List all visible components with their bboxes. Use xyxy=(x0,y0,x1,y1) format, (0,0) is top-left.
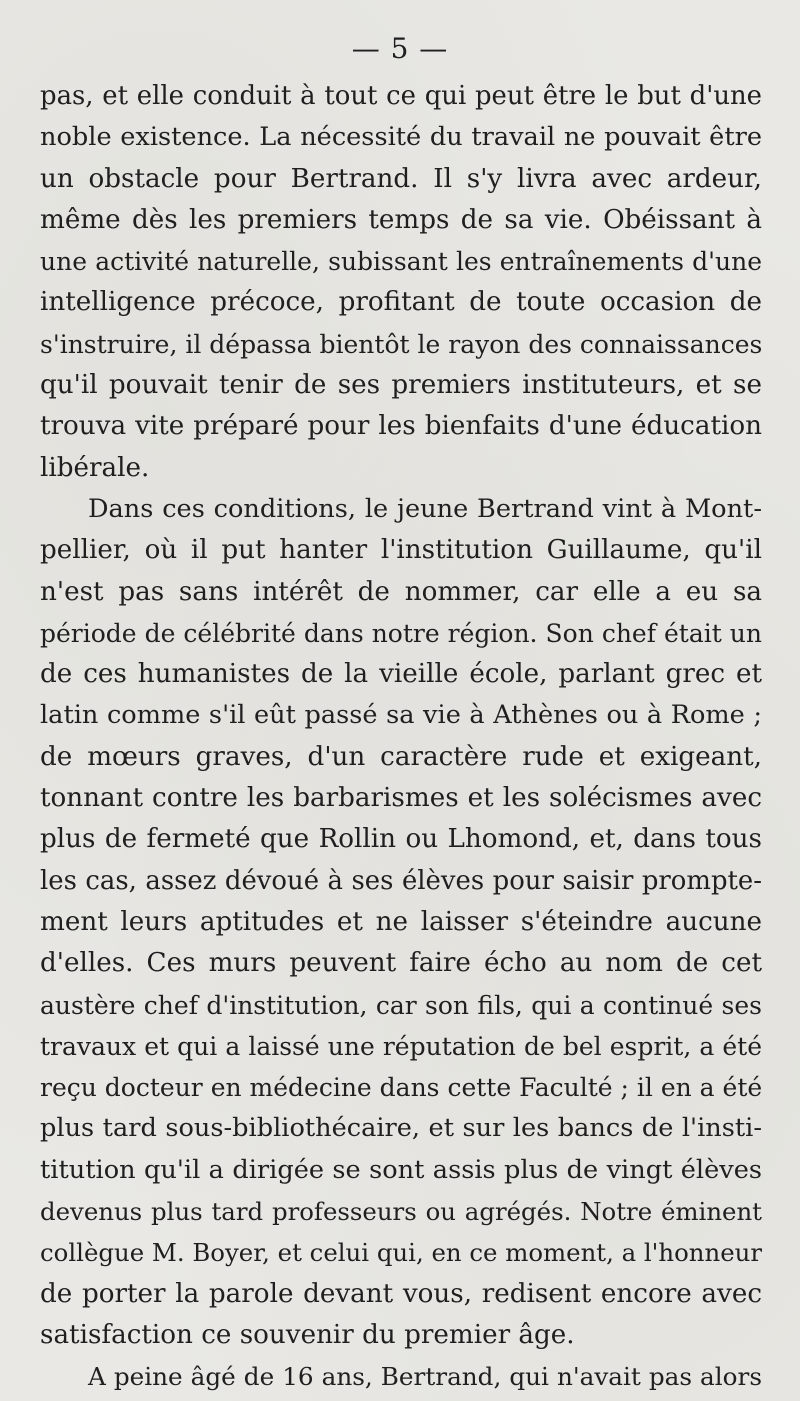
text-line: d'elles. Ces murs peuvent faire écho au nom de cet xyxy=(40,948,762,979)
text-line: de porter la parole devant vous, redisent encore avec xyxy=(40,1278,762,1309)
text-line: de ces humanistes de la vieille école, parlant grec et xyxy=(40,659,762,690)
page-number: — 5 — xyxy=(351,32,449,65)
paragraph-start-line: Dans ces conditions, le jeune Bertrand vint à Mont- xyxy=(88,493,762,524)
text-line: travaux et qui a laissé une réputation de bel esprit, a été xyxy=(40,1031,762,1061)
text-line: satisfaction ce souvenir du premier âge. xyxy=(40,1319,575,1350)
text-line: libérale. xyxy=(40,452,150,483)
text-line: noble existence. La nécessité du travail ne pouvait être xyxy=(40,122,762,153)
text-line: s'instruire, il dépassa bientôt le rayon des connaissances xyxy=(40,329,762,359)
paragraph-start-line: A peine âgé de 16 ans, Bertrand, qui n'avait pas alors xyxy=(88,1362,762,1392)
text-line: les cas, assez dévoué à ses élèves pour saisir prompte- xyxy=(40,865,762,896)
text-line: collègue M. Boyer, et celui qui, en ce moment, a l'honneur xyxy=(40,1238,762,1268)
text-line: tonnant contre les barbarismes et les solécismes avec xyxy=(40,783,762,814)
text-line: latin comme s'il eût passé sa vie à Athènes ou à Rome ; xyxy=(40,700,762,731)
text-line: reçu docteur en médecine dans cette Faculté ; il en a été xyxy=(40,1073,762,1103)
text-line: qu'il pouvait tenir de ses premiers instituteurs, et se xyxy=(40,370,762,401)
text-line: n'est pas sans intérêt de nommer, car elle a eu sa xyxy=(40,576,762,607)
text-line: titution qu'il a dirigée se sont assis plus de vingt élèves xyxy=(40,1154,762,1185)
text-line: un obstacle pour Bertrand. Il s'y livra avec ardeur, xyxy=(40,163,762,194)
text-line: de mœurs graves, d'un caractère rude et exigeant, xyxy=(40,741,762,772)
text-line: ment leurs aptitudes et ne laisser s'éteindre aucune xyxy=(40,906,762,937)
text-line: période de célébrité dans notre région. Son chef était un xyxy=(40,618,762,648)
text-line: trouva vite préparé pour les bienfaits d'une éducation xyxy=(40,411,762,442)
text-line: devenus plus tard professeurs ou agrégés. Notre éminent xyxy=(40,1197,762,1227)
body-text xyxy=(40,76,762,1398)
text-line: austère chef d'institution, car son fils, qui a continué ses xyxy=(40,990,762,1020)
text-line: une activité naturelle, subissant les entraînements d'une xyxy=(40,247,762,277)
text-line: intelligence précoce, profitant de toute occasion de xyxy=(40,287,762,318)
text-line: pas, et elle conduit à tout ce qui peut être le but d'une xyxy=(40,81,762,111)
text-line: plus tard sous-bibliothécaire, et sur les bancs de l'insti- xyxy=(40,1113,762,1144)
text-line: plus de fermeté que Rollin ou Lhomond, et, dans tous xyxy=(40,824,762,855)
text-line: pellier, où il put hanter l'institution Guillaume, qu'il xyxy=(40,535,762,566)
text-line: même dès les premiers temps de sa vie. Obéissant à xyxy=(40,204,762,235)
